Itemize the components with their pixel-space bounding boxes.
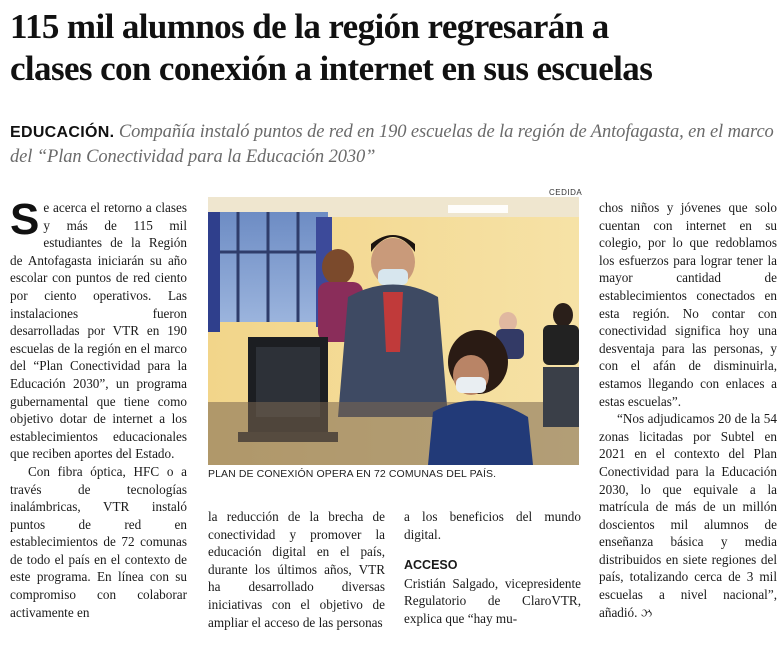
article-deck xyxy=(10,120,780,169)
paragraph: Cristián Salgado, vicepresidente Regulatorio de ClaroVTR, explica que “hay mu- xyxy=(404,575,581,626)
drop-cap: S xyxy=(10,195,40,244)
photo-credit: CEDIDA xyxy=(549,188,583,197)
deck-text: Compañía instaló puntos de red en 190 escuelas de la región de Antofagasta, en el marco del “Plan Conectividad para la Educación 2030” xyxy=(10,122,774,167)
classroom-photo-illustration xyxy=(208,197,579,465)
article-column-4 xyxy=(599,199,777,622)
paragraph: chos niños y jóvenes que solo cuentan con internet en su colegio, por lo que redoblamos los esfuerzos para lograr tener la mayor cantidad de establecimientos conectados en esta región. No contar con conectividad significa hoy una desventaja para las personas, y con el afán de disminuirla, estamos llegando con enlaces a estas escuelas”. xyxy=(599,200,777,409)
article-headline xyxy=(10,6,780,90)
paragraph: “Nos adjudicamos 20 de la 54 zonas licitadas por Subtel en 2021 en el contexto del Plan Conectividad para la Educación 2030, lo que equivale a la matrícula de más de un millón doscientos mil alumnos de enseñanza básica y media distribuidos en siete regiones del país, totalizando cerca de 3 mil escuelas a nivel nacional”, añadió. xyxy=(599,411,777,620)
end-of-article-mark-icon: ઝ xyxy=(640,605,653,620)
article-column-1 xyxy=(10,195,187,621)
paragraph: a los beneficios del mundo digital. xyxy=(404,509,581,542)
headline-line-1: 115 mil alumnos de la región regresarán a xyxy=(10,7,609,46)
article-column-2 xyxy=(208,508,385,631)
deck-kicker: EDUCACIÓN. xyxy=(10,124,115,141)
paragraph: e acerca el retorno a clases y más de 115 mil estudiantes de la Región de Antofagasta iniciarán su año escolar con puntos de red ciento por ciento operativos. Las instalaciones fueron desarrolladas por VTR en 190 escuelas de la región en el marco del “Plan Conectividad para la Educación 2030”, un programa gubernamental que tiene como objetivo dotar de internet a los establecimientos educacionales que reciben aportes del Estado. xyxy=(10,200,187,462)
photo-caption: PLAN DE CONEXIÓN OPERA EN 72 COMUNAS DEL PAÍS. xyxy=(208,468,497,480)
paragraph: Con fibra óptica, HFC o a través de tecnologías inalámbricas, VTR instaló puntos de red en establecimientos de 72 comunas de todo el país en el contexto de este programa. En línea con su compromiso con colaborar activamente en xyxy=(10,463,187,620)
article-photo xyxy=(208,197,579,465)
section-subhead: ACCESO xyxy=(404,558,458,573)
paragraph: la reducción de la brecha de conectividad y promover la educación digital en el país, durante los últimos años, VTR ha desarrollado diversas iniciativas con el objetivo de ampliar el acceso de las personas xyxy=(208,509,385,630)
article-column-3 xyxy=(404,508,581,628)
headline-line-2: clases con conexión a internet en sus escuelas xyxy=(10,49,653,88)
